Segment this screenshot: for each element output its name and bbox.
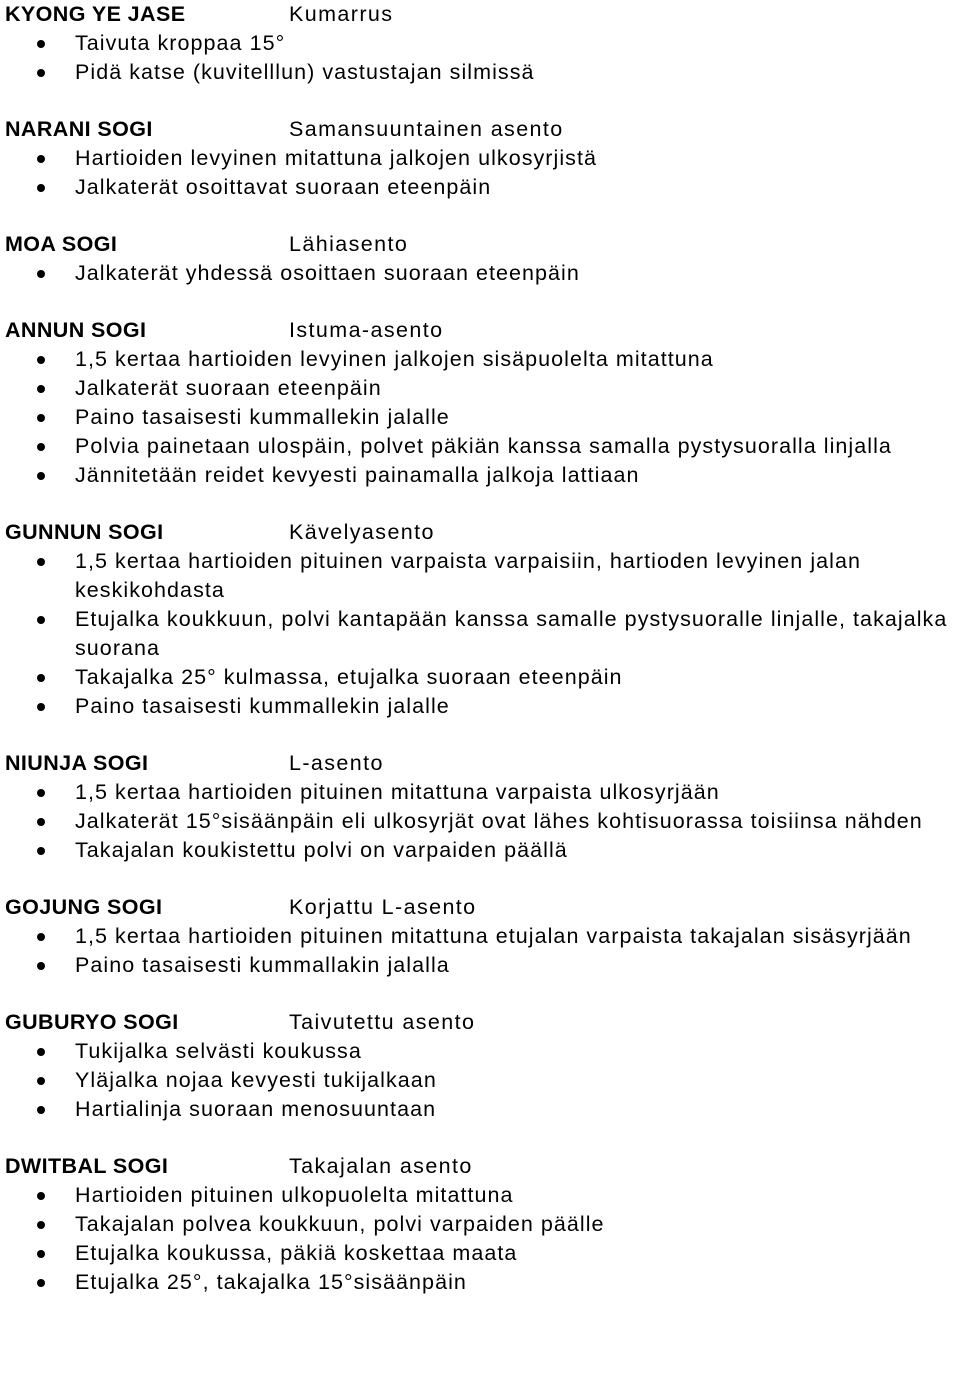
bullet-text: Jalkaterät yhdessä osoittaen suoraan eteenpäin	[75, 261, 580, 285]
bullet-dot-icon	[37, 1221, 45, 1229]
bullet-item	[0, 605, 960, 663]
section-gap	[0, 490, 960, 518]
bullet-item	[0, 663, 960, 692]
stance-section	[0, 1008, 960, 1124]
stance-heading	[0, 230, 960, 259]
bullet-text: 1,5 kertaa hartioiden pituinen mitattuna varpaista ulkosyrjään	[75, 780, 720, 804]
bullet-item	[0, 922, 960, 951]
bullet-dot-icon	[37, 1192, 45, 1200]
bullet-item	[0, 951, 960, 980]
bullet-text: Hartioiden levyinen mitattuna jalkojen ulkosyrjistä	[75, 146, 598, 170]
bullet-dot-icon	[37, 1250, 45, 1258]
stance-name: MOA SOGI	[5, 232, 118, 256]
section-gap	[0, 288, 960, 316]
bullet-text: Jalkaterät 15°sisäänpäin eli ulkosyrjät ovat lähes kohtisuorassa toisiinsa nähden	[75, 809, 923, 833]
bullet-item	[0, 778, 960, 807]
bullet-dot-icon	[37, 933, 45, 941]
bullet-item	[0, 807, 960, 836]
bullet-item	[0, 374, 960, 403]
stance-name: NARANI SOGI	[5, 117, 153, 141]
bullet-item	[0, 1268, 960, 1297]
bullet-dot-icon	[37, 69, 45, 77]
bullet-item	[0, 1037, 960, 1066]
section-gap	[0, 202, 960, 230]
stance-section	[0, 749, 960, 865]
bullet-dot-icon	[37, 616, 45, 624]
bullet-text: Paino tasaisesti kummallekin jalalle	[75, 405, 450, 429]
bullet-item	[0, 692, 960, 721]
bullet-item	[0, 1066, 960, 1095]
bullet-dot-icon	[37, 1106, 45, 1114]
bullet-dot-icon	[37, 1077, 45, 1085]
bullet-dot-icon	[37, 270, 45, 278]
stance-heading	[0, 893, 960, 922]
stance-name: ANNUN SOGI	[5, 318, 147, 342]
stance-heading	[0, 115, 960, 144]
bullet-list	[0, 345, 960, 490]
bullet-item	[0, 432, 960, 461]
bullet-text: Hartialinja suoraan menosuuntaan	[75, 1097, 437, 1121]
bullet-text: Etujalka 25°, takajalka 15°sisäänpäin	[75, 1270, 467, 1294]
bullet-dot-icon	[37, 818, 45, 826]
bullet-list	[0, 778, 960, 865]
bullet-item	[0, 1095, 960, 1124]
stance-section	[0, 518, 960, 721]
bullet-text: Tukijalka selvästi koukussa	[75, 1039, 362, 1063]
section-gap	[0, 721, 960, 749]
bullet-item	[0, 403, 960, 432]
bullet-text: Etujalka koukkuun, polvi kantapään kanssa samalle pystysuoralle linjalle, takajalka suorana	[75, 607, 948, 660]
bullet-dot-icon	[37, 472, 45, 480]
bullet-text: Etujalka koukussa, päkiä koskettaa maata	[75, 1241, 518, 1265]
bullet-text: Takajalka 25° kulmassa, etujalka suoraan eteenpäin	[75, 665, 623, 689]
stance-translation: Kävelyasento	[289, 520, 435, 544]
bullet-dot-icon	[37, 184, 45, 192]
bullet-dot-icon	[37, 674, 45, 682]
bullet-item	[0, 1239, 960, 1268]
stance-name: DWITBAL SOGI	[5, 1154, 169, 1178]
bullet-item	[0, 461, 960, 490]
bullet-text: Takajalan polvea koukkuun, polvi varpaiden päälle	[75, 1212, 605, 1236]
stance-translation: Lähiasento	[289, 232, 409, 256]
stance-heading	[0, 316, 960, 345]
bullet-item	[0, 144, 960, 173]
bullet-text: Hartioiden pituinen ulkopuolelta mitattuna	[75, 1183, 514, 1207]
bullet-dot-icon	[37, 155, 45, 163]
bullet-item	[0, 836, 960, 865]
bullet-dot-icon	[37, 414, 45, 422]
bullet-list	[0, 29, 960, 87]
bullet-text: Taivuta kroppaa 15°	[75, 31, 286, 55]
bullet-item	[0, 58, 960, 87]
stance-heading	[0, 518, 960, 547]
bullet-text: Paino tasaisesti kummallakin jalalla	[75, 953, 450, 977]
stance-name: KYONG YE JASE	[5, 2, 186, 26]
stance-translation: Istuma-asento	[289, 318, 444, 342]
bullet-list	[0, 1037, 960, 1124]
stance-translation: Takajalan asento	[289, 1154, 473, 1178]
stance-heading	[0, 1152, 960, 1181]
stance-translation: Samansuuntainen asento	[289, 117, 564, 141]
bullet-item	[0, 1181, 960, 1210]
bullet-dot-icon	[37, 962, 45, 970]
stance-name: NIUNJA SOGI	[5, 751, 149, 775]
stance-name: GOJUNG SOGI	[5, 895, 163, 919]
stance-section	[0, 893, 960, 980]
bullet-dot-icon	[37, 558, 45, 566]
bullet-item	[0, 29, 960, 58]
bullet-dot-icon	[37, 356, 45, 364]
bullet-text: Yläjalka nojaa kevyesti tukijalkaan	[75, 1068, 437, 1092]
bullet-dot-icon	[37, 385, 45, 393]
stance-section	[0, 316, 960, 490]
bullet-dot-icon	[37, 703, 45, 711]
bullet-text: Pidä katse (kuvitelllun) vastustajan silmissä	[75, 60, 535, 84]
bullet-text: Jalkaterät osoittavat suoraan eteenpäin	[75, 175, 492, 199]
bullet-text: Polvia painetaan ulospäin, polvet päkiän kanssa samalla pystysuoralla linjalla	[75, 434, 892, 458]
stance-translation: L-asento	[289, 751, 384, 775]
stance-heading	[0, 1008, 960, 1037]
bullet-item	[0, 173, 960, 202]
stance-section	[0, 230, 960, 288]
stance-heading	[0, 749, 960, 778]
bullet-item	[0, 1210, 960, 1239]
bullet-item	[0, 259, 960, 288]
bullet-text: Jalkaterät suoraan eteenpäin	[75, 376, 382, 400]
section-gap	[0, 87, 960, 115]
stance-name: GUNNUN SOGI	[5, 520, 164, 544]
stance-translation: Kumarrus	[289, 2, 394, 26]
stance-section	[0, 115, 960, 202]
stance-section	[0, 1152, 960, 1297]
bullet-dot-icon	[37, 443, 45, 451]
section-gap	[0, 1124, 960, 1152]
section-gap	[0, 865, 960, 893]
bullet-dot-icon	[37, 789, 45, 797]
bullet-list	[0, 144, 960, 202]
bullet-dot-icon	[37, 1279, 45, 1287]
stance-translation: Taivutettu asento	[289, 1010, 476, 1034]
section-gap	[0, 980, 960, 1008]
bullet-item	[0, 345, 960, 374]
bullet-list	[0, 547, 960, 721]
bullet-text: 1,5 kertaa hartioiden levyinen jalkojen sisäpuolelta mitattuna	[75, 347, 714, 371]
bullet-text: 1,5 kertaa hartioiden pituinen varpaista varpaisiin, hartioden levyinen jalan keskikohdasta	[75, 549, 862, 602]
stance-translation: Korjattu L-asento	[289, 895, 477, 919]
bullet-text: 1,5 kertaa hartioiden pituinen mitattuna etujalan varpaista takajalan sisäsyrjään	[75, 924, 912, 948]
bullet-dot-icon	[37, 847, 45, 855]
bullet-text: Takajalan koukistettu polvi on varpaiden päällä	[75, 838, 568, 862]
stance-name: GUBURYO SOGI	[5, 1010, 179, 1034]
bullet-text: Jännitetään reidet kevyesti painamalla jalkoja lattiaan	[75, 463, 640, 487]
bullet-list	[0, 259, 960, 288]
bullet-list	[0, 1181, 960, 1297]
bullet-text: Paino tasaisesti kummallekin jalalle	[75, 694, 450, 718]
bullet-dot-icon	[37, 1048, 45, 1056]
bullet-item	[0, 547, 960, 605]
stance-section	[0, 0, 960, 87]
bullet-list	[0, 922, 960, 980]
stance-heading	[0, 0, 960, 29]
bullet-dot-icon	[37, 40, 45, 48]
